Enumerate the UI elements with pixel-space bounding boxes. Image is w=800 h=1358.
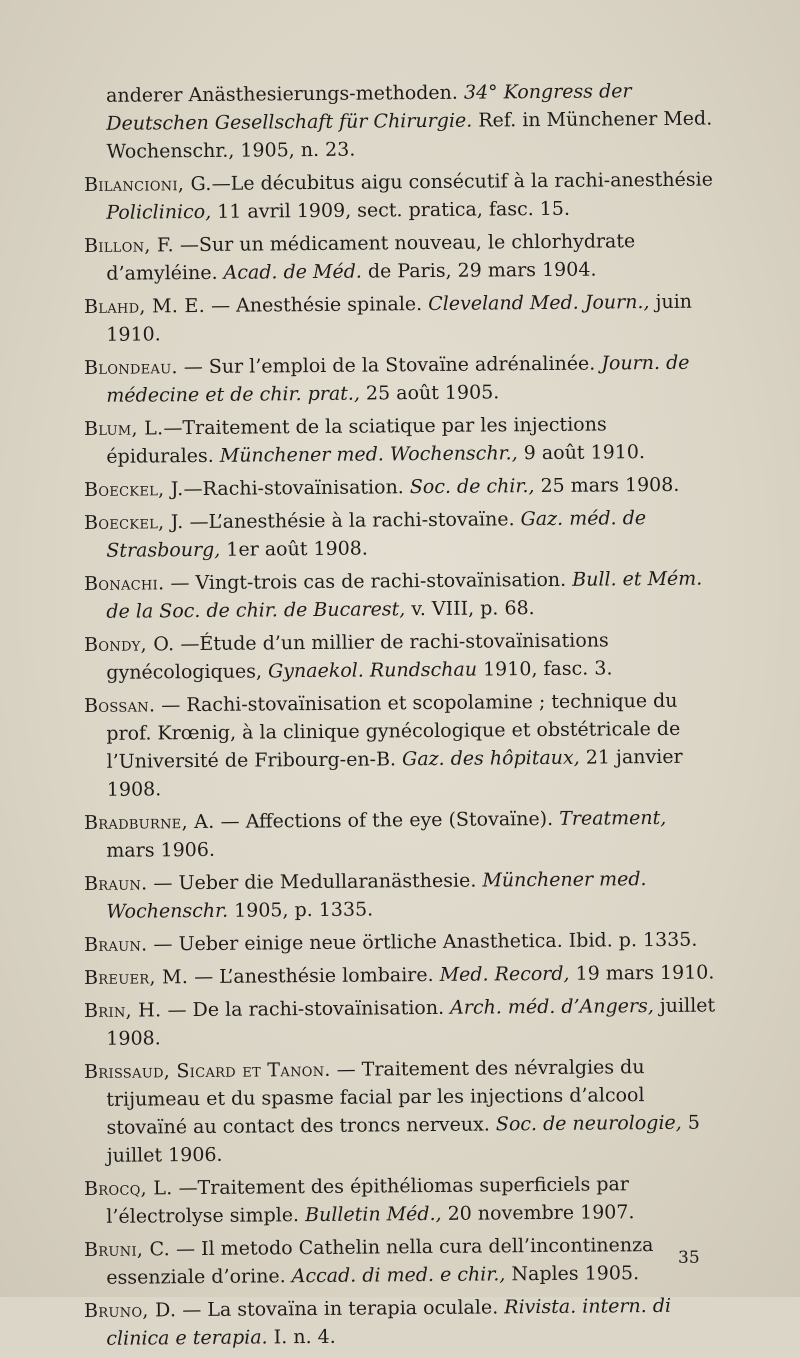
entry-details: juin 1910. xyxy=(106,290,693,346)
entry-details: de Paris, 29 mars 1904. xyxy=(361,258,597,283)
bibliography-entry xyxy=(84,348,716,410)
entry-details: 1905, p. 1335. xyxy=(227,898,374,922)
entry-author: Brissaud, Sicard et Tanon. xyxy=(84,1058,331,1083)
bibliography-entry xyxy=(84,1291,716,1353)
entry-title: —Sur un médicament nouveau, le chlorhydrate d’amyléine. xyxy=(106,230,636,285)
entry-details: mars 1906. xyxy=(106,838,216,862)
page-number: 35 xyxy=(678,1248,700,1268)
entry-details: I. n. 4. xyxy=(267,1325,336,1349)
entry-details: Naples 1905. xyxy=(505,1262,640,1286)
entry-title: —Traitement de la sciatique par les injections épidurales. xyxy=(106,413,607,468)
entry-author: Braun. xyxy=(84,933,148,956)
entry-details: 1er août 1908. xyxy=(220,537,368,561)
entry-author: Bossan. xyxy=(84,694,156,717)
entry-source: Münchener med. Wochenschr., xyxy=(219,442,518,467)
bibliography-entry xyxy=(84,165,716,227)
entry-title: —L’anesthésie à la rachi-stovaïne. xyxy=(183,508,521,534)
entry-source: Gaz. méd. de Strasbourg, xyxy=(106,507,647,562)
bibliography-entry xyxy=(84,564,716,626)
bibliography-entry xyxy=(84,625,716,687)
entry-source: Cleveland Med. Journ., xyxy=(428,291,650,315)
bibliography-entry xyxy=(84,503,716,565)
entry-source: Accad. di med. e chir., xyxy=(291,1263,506,1288)
bibliography-entry xyxy=(84,958,716,992)
entry-details: 11 avril 1909, sect. pratica, fasc. 15. xyxy=(211,197,571,223)
entry-source: Treatment, xyxy=(559,806,667,830)
entry-author: Brocq, L. xyxy=(84,1177,173,1200)
entry-author: Bruni, C. xyxy=(84,1238,171,1261)
entry-title: — Affections of the eye (Stovaïne). xyxy=(214,807,560,833)
bibliography-entry xyxy=(84,925,716,959)
entry-author: Braun. xyxy=(84,872,148,895)
entry-title: —Rachi-stovaïnisation. xyxy=(183,476,410,501)
bibliography-entry xyxy=(84,226,716,288)
bibliography-entry xyxy=(84,1169,716,1231)
entry-title: — Sur l’emploi de la Stovaïne adrénalinée. xyxy=(177,352,602,379)
entry-title: —Le décubitus aigu consécutif à la rachi-anesthésie xyxy=(211,168,714,195)
entry-title: — Vingt-trois cas de rachi-stovaïnisation. xyxy=(164,568,573,595)
bibliography-list xyxy=(84,82,716,1358)
entry-source: Policlinico, xyxy=(106,200,212,224)
entry-details: 25 août 1905. xyxy=(359,381,500,405)
entry-source: Arch. méd. d’Angers, xyxy=(450,995,654,1019)
entry-source: Bull. et Mém. de la Soc. de chir. de Bucarest, xyxy=(106,567,703,623)
entry-author: Blum, L. xyxy=(84,417,164,440)
entry-title: —Traitement des épithéliomas superficiels par l’électrolyse simple. xyxy=(106,1173,629,1228)
entry-source: Bulletin Méd., xyxy=(304,1202,442,1227)
bibliography-entry xyxy=(84,287,716,349)
entry-details: 20 novembre 1907. xyxy=(441,1201,635,1225)
bibliography-entry xyxy=(84,686,717,804)
entry-author: Bilancioni, G. xyxy=(84,172,212,196)
bibliography-entry xyxy=(84,470,716,504)
entry-title: — Traitement des névralgies du trijumeau et du spasme facial par les injections d’alcool stovaïné au contact des troncs nerveux. xyxy=(106,1056,645,1139)
entry-source: Journ. de médecine et de chir. prat., xyxy=(106,351,690,407)
entry-details: 19 mars 1910. xyxy=(569,961,715,985)
bibliography-entry xyxy=(84,991,716,1053)
bibliography-entry xyxy=(84,409,716,471)
entry-author: Bradburne, A. xyxy=(84,810,215,834)
bibliography-entry xyxy=(84,76,717,166)
entry-details: Ref. in Münchener Med. Wochenschr., 1905, n. 23. xyxy=(106,107,713,163)
entry-source: Gynaekol. Rundschau xyxy=(267,658,478,683)
bibliography-entry xyxy=(84,1052,717,1170)
entry-details: v. VIII, p. 68. xyxy=(405,597,535,621)
entry-source: Rivista. intern. di clinica e terapia. xyxy=(106,1294,672,1350)
entry-title: — De la rachi-stovaïnisation. xyxy=(161,996,451,1022)
entry-title: anderer Anästhesierungs-methoden. xyxy=(106,81,465,107)
entry-source: Gaz. des hôpitaux, xyxy=(401,746,580,771)
bibliography-entry xyxy=(84,803,716,865)
entry-author: Billon, F. xyxy=(84,234,174,257)
entry-details: 9 août 1910. xyxy=(517,441,646,465)
entry-title: — Il metodo Cathelin nella cura dell’incontinenza essenziale d’orine. xyxy=(106,1234,654,1289)
entry-source: 34° Kongress der Deutschen Gesellschaft für Chirurgie. xyxy=(106,80,632,135)
entry-source: Acad. de Méd. xyxy=(223,260,362,284)
entry-author: Blahd, M. E. xyxy=(84,294,206,318)
entry-details: 5 juillet 1906. xyxy=(106,1111,701,1167)
entry-author: Boeckel, J. xyxy=(84,478,184,501)
entry-source: Soc. de chir., xyxy=(409,475,535,499)
entry-title: — Anesthésie spinale. xyxy=(204,292,429,317)
entry-author: Brin, H. xyxy=(84,999,162,1022)
entry-author: Blondeau. xyxy=(84,356,178,379)
entry-title: — Ueber die Medullaranästhesie. xyxy=(147,869,483,895)
entry-details: 25 mars 1908. xyxy=(534,473,680,498)
entry-details: 1910, fasc. 3. xyxy=(476,657,613,681)
entry-title: —Étude d’un millier de rachi-stovaïnisations gynécologiques, xyxy=(106,629,609,684)
entry-author: Bruno, D. xyxy=(84,1299,177,1322)
entry-title: — Rachi-stovaïnisation et scopolamine ; technique du prof. Krœnig, à la clinique gynécologique et obstétricale de l’Université de Fribourg-en-B. xyxy=(106,689,681,773)
entry-author: Breuer, M. xyxy=(84,966,189,989)
entry-source: Münchener med. Wochenschr. xyxy=(106,868,647,923)
entry-author: Boeckel, J. xyxy=(84,511,184,534)
entry-source: Med. Record, xyxy=(439,962,570,986)
entry-title: — Ueber einige neue örtliche Anasthetica. Ibid. p. 1335. xyxy=(147,928,698,956)
entry-source: Soc. de neurologie, xyxy=(495,1111,682,1136)
bibliography-entry xyxy=(84,1230,716,1292)
entry-details: 21 janvier 1908. xyxy=(106,745,683,801)
entry-author: Bonachi. xyxy=(84,572,165,595)
entry-title: — L’anesthésie lombaire. xyxy=(188,963,440,989)
entry-title: — La stovaïna in terapia oculale. xyxy=(176,1296,505,1322)
entry-author: Bondy, O. xyxy=(84,633,175,656)
bibliography-entry xyxy=(84,864,716,926)
entry-details: juillet 1908. xyxy=(106,994,716,1050)
